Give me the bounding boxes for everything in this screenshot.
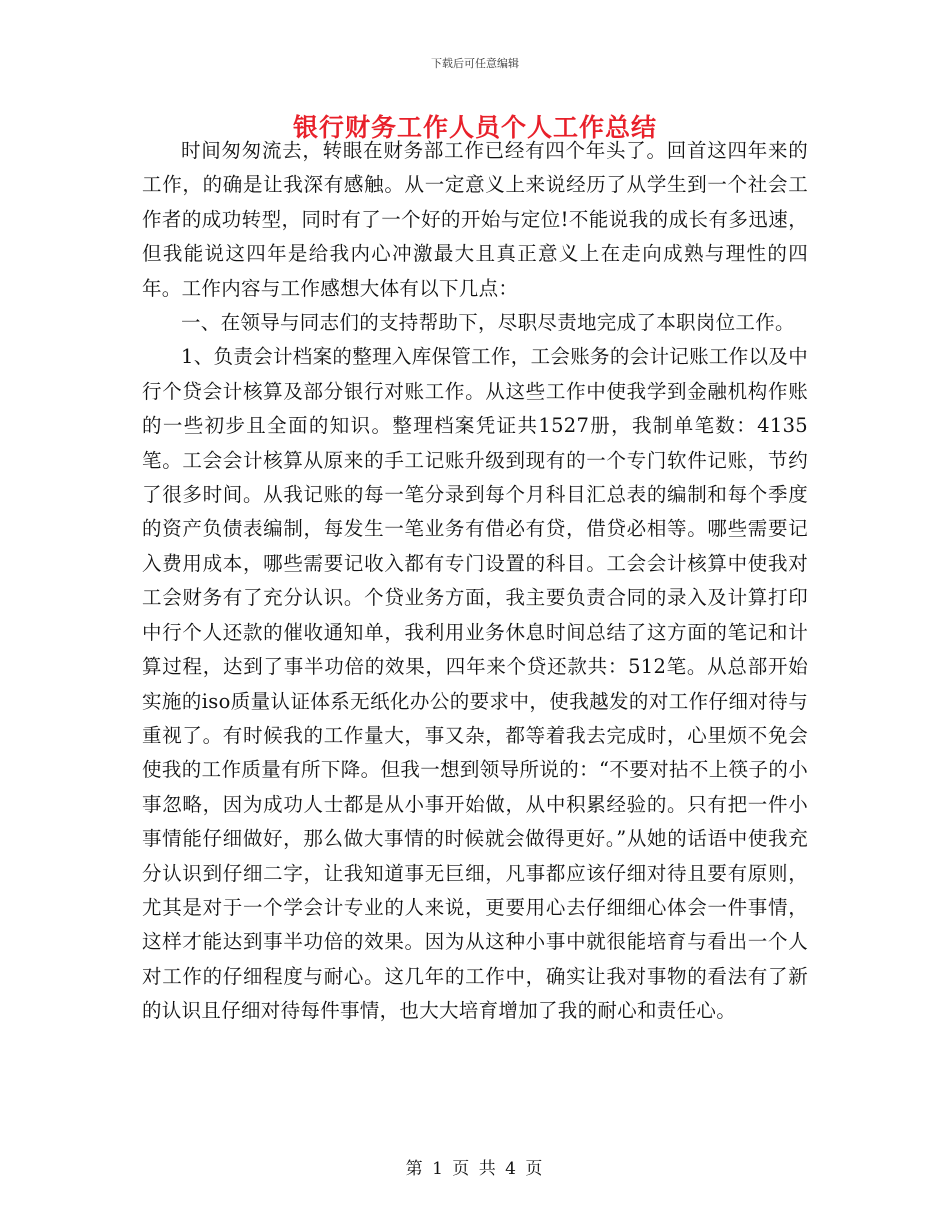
document-body xyxy=(142,134,808,1029)
page-footer: 第 1 页 共 4 页 xyxy=(405,1159,545,1179)
paragraph-item-1: 1、负责会计档案的整理入库保管工作，工会账务的会计记账工作以及中行个贷会计核算及部分银行对账工作。从这些工作中使我学到金融机构作账的一些初步且全面的知识。整理档案凭证共1527册，我制单笔数：4135笔。工会会计核算从原来的手工记账升级到现有的一个专门软件记账，节约了很多时间。从我记账的每一笔分录到每个月科目汇总表的编制和每个季度的资产负债表编制，每发生一笔业务有借必有贷，借贷必相等。哪些需要记入费用成本，哪些需要记收入都有专门设置的科目。工会会计核算中使我对工会财务有了充分认识。个贷业务方面，我主要负责合同的录入及计算打印中行个人还款的催收通知单，我利用业务休息时间总结了这方面的笔记和计算过程，达到了事半功倍的效果，四年来个贷还款共：512笔。从总部开始实施的iso质量认证体系无纸化办公的要求中，使我越发的对工作仔细对待与重视了。有时候我的工作量大，事又杂，都等着我去完成时，心里烦不免会使我的工作质量有所下降。但我一想到领导所说的：“不要对拈不上筷子的小事忽略，因为成功人士都是从小事开始做，从中积累经验的。只有把一件小事情能仔细做好，那么做大事情的时候就会做得更好。”从她的话语中使我充分认识到仔细二字，让我知道事无巨细，凡事都应该仔细对待且要有原则，尤其是对于一个学会计专业的人来说，更要用心去仔细细心体会一件事情，这样才能达到事半功倍的效果。因为从这种小事中就很能培育与看出一个人对工作的仔细程度与耐心。这几年的工作中，确实让我对事物的看法有了新的认识且仔细对待每件事情，也大大培育增加了我的耐心和责任心。 xyxy=(142,345,808,1023)
paragraph-section-heading: 一、在领导与同志们的支持帮助下，尽职尽责地完成了本职岗位工作。 xyxy=(181,311,795,335)
header-note: 下载后可任意编辑 xyxy=(431,57,519,70)
document-title: 银行财务工作人员个人工作总结 xyxy=(292,113,657,142)
paragraph-intro: 时间匆匆流去，转眼在财务部工作已经有四个年头了。回首这四年来的工作，的确是让我深有感触。从一定意义上来说经历了从学生到一个社会工作者的成功转型，同时有了一个好的开始与定位!不能说我的成长有多迅速，但我能说这四年是给我内心冲激最大且真正意义上在走向成熟与理性的四年。工作内容与工作感想大体有以下几点： xyxy=(142,139,808,300)
